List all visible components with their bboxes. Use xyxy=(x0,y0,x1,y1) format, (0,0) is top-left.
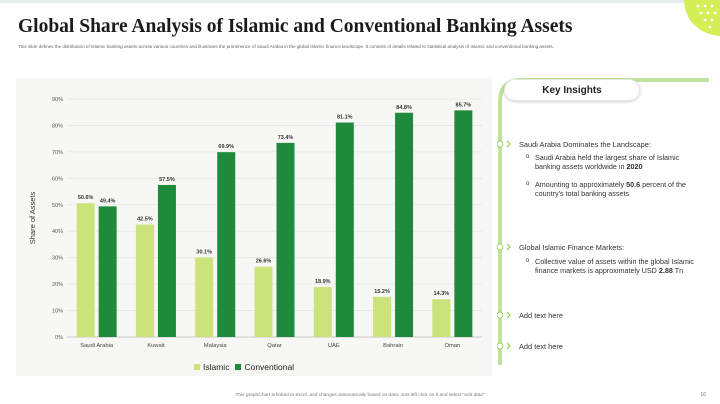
data-label-islamic: 26.6% xyxy=(255,258,272,265)
insight-2-bullet-1-text: Collective value of assets within the global Islamic finance markets is approximately USD xyxy=(535,257,694,275)
x-tick-label: Qatar xyxy=(267,343,282,349)
bar-conventional xyxy=(336,123,354,337)
y-tick-label: 0% xyxy=(55,335,63,341)
insight-2-bullet-1 xyxy=(526,257,706,275)
y-tick-label: 50% xyxy=(51,202,63,209)
y-tick-label: 30% xyxy=(51,255,63,262)
insight-1-bullet-1-bold: 2020 xyxy=(626,162,643,171)
legend-label-islamic: Islamic xyxy=(203,362,230,372)
legend-swatch-conventional xyxy=(235,364,241,370)
page-title: Global Share Analysis of Islamic and Conventional Banking Assets xyxy=(18,16,573,37)
bar-conventional xyxy=(217,152,235,337)
data-label-conventional: 84.8% xyxy=(396,104,412,111)
y-tick-label: 60% xyxy=(51,176,63,183)
insight-1-bullet-1-text: Saudi Arabia held the largest share of Islamic banking assets worldwide in xyxy=(535,153,680,171)
insight-1-bullet-2-text: Amounting to approximately xyxy=(535,180,627,189)
y-tick-label: 20% xyxy=(51,282,63,289)
data-label-conventional: 69.9% xyxy=(218,144,235,151)
insight-heading-2: Global Islamic Finance Markets: xyxy=(519,243,625,252)
legend-label-conventional: Conventional xyxy=(244,362,295,372)
footer-note: This graph/chart is linked to excel, and changes automatically based on data. Just left click on it and select "edit data" xyxy=(235,393,485,398)
data-label-islamic: 14.3% xyxy=(433,291,450,298)
bar-chart xyxy=(16,78,492,376)
data-label-islamic: 42.5% xyxy=(137,216,153,223)
bar-conventional xyxy=(158,185,176,337)
insight-2-bullet-1-post: Tn xyxy=(672,266,684,275)
bar-conventional xyxy=(395,113,413,337)
insight-heading-4: Add text here xyxy=(519,342,563,351)
data-label-islamic: 50.6% xyxy=(77,195,94,202)
bar-conventional xyxy=(99,206,117,337)
bar-conventional xyxy=(454,110,472,337)
legend-item-conventional xyxy=(235,362,294,372)
insight-2-bullet-1-bold: 2.88 xyxy=(658,266,673,275)
page-subtitle: This slide defines the distribution of Islamic banking assets across various countries and illustrates the prominence of Saudi Arabia in the global Islamic finance landscape. It consists of details related to statistical analysis of Islamic and conventional banking assets. xyxy=(18,44,554,49)
data-label-islamic: 15.2% xyxy=(374,288,390,295)
insights-connector xyxy=(497,78,709,368)
data-label-islamic: 30.1% xyxy=(196,249,213,256)
x-tick-label: Malaysia xyxy=(203,343,227,349)
data-label-conventional: 49.4% xyxy=(99,198,116,205)
decorative-dots-corner xyxy=(672,0,720,38)
legend-swatch-islamic xyxy=(194,364,200,370)
top-rule xyxy=(0,0,720,3)
x-tick-label: Kuwait xyxy=(147,343,165,349)
y-tick-label: 90% xyxy=(51,97,63,103)
insight-1-bullet-2-bold: 50.6 xyxy=(626,180,641,189)
y-tick-label: 40% xyxy=(51,229,63,236)
chart-legend xyxy=(194,361,300,373)
y-axis-title: Share of Assets xyxy=(28,191,37,245)
y-tick-label: 70% xyxy=(51,149,63,156)
x-tick-label: Oman xyxy=(444,343,461,349)
chart-panel xyxy=(16,78,492,376)
y-tick-label: 10% xyxy=(51,308,63,315)
bar-conventional xyxy=(277,143,295,337)
bar-islamic xyxy=(314,287,332,337)
data-label-islamic: 18.9% xyxy=(314,279,331,286)
insight-heading-1: Saudi Arabia Dominates the Landscape: xyxy=(519,140,651,149)
bar-islamic xyxy=(373,297,391,337)
data-label-conventional: 81.1% xyxy=(336,114,353,121)
insight-heading-3: Add text here xyxy=(519,311,563,320)
x-tick-label: Saudi Arabia xyxy=(80,343,114,349)
insight-1-bullet-2-post: percent of the country's total banking assets xyxy=(535,180,687,198)
insight-1-bullet-2 xyxy=(526,180,706,198)
data-label-conventional: 73.4% xyxy=(277,134,294,141)
key-insights-pill: Key Insights xyxy=(504,79,640,101)
x-tick-label: Bahrain xyxy=(383,343,404,349)
x-tick-label: UAE xyxy=(327,343,340,349)
bar-islamic xyxy=(136,225,154,337)
data-label-conventional: 85.7% xyxy=(455,102,472,109)
bar-islamic xyxy=(195,257,213,337)
legend-item-islamic xyxy=(194,362,229,372)
bar-islamic xyxy=(77,203,95,337)
insight-1-bullet-1 xyxy=(526,153,706,171)
bar-islamic xyxy=(432,299,450,337)
page-number: 16 xyxy=(700,392,706,398)
y-tick-label: 80% xyxy=(51,123,63,130)
data-label-conventional: 57.5% xyxy=(159,176,175,183)
bar-islamic xyxy=(255,267,273,337)
